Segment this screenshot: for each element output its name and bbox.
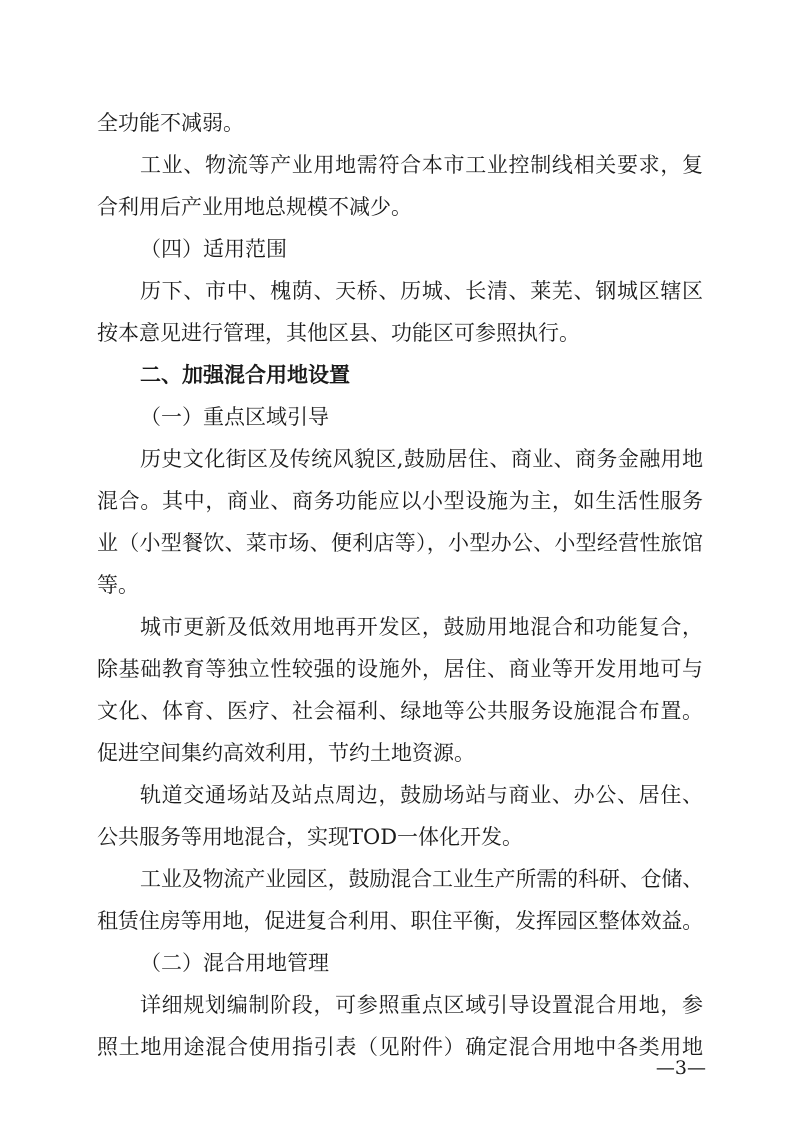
paragraph-renewal: 城市更新及低效用地再开发区，鼓励用地混合和功能复合， (140, 615, 703, 639)
paragraph-historic: 历史文化街区及传统风貌区,鼓励居住、商业、商务金融用地 (140, 447, 703, 471)
subheading-management: （二）混合用地管理 (140, 951, 329, 975)
text-line: 按本意见进行管理，其他区县、功能区可参照执行。 (97, 321, 580, 345)
text-line: 租赁住房等用地，促进复合利用、职住平衡，发挥园区整体效益。 (97, 909, 703, 933)
text-line: 合利用后产业用地总规模不减少。 (97, 195, 412, 219)
paragraph-planning: 详细规划编制阶段，可参照重点区域引导设置混合用地，参 (140, 993, 703, 1017)
text-line: 公共服务等用地混合，实现TOD一体化开发。 (97, 825, 524, 849)
subheading-scope: （四）适用范围 (140, 237, 287, 261)
text-line: 全功能不减弱。 (97, 111, 244, 135)
paragraph-industrial-park: 工业及物流产业园区，鼓励混合工业生产所需的科研、仓储、 (140, 867, 703, 891)
text-line: 业（小型餐饮、菜市场、便利店等），小型办公、小型经营性旅馆 (97, 531, 703, 555)
paragraph-transit: 轨道交通场站及站点周边，鼓励场站与商业、办公、居住、 (140, 783, 703, 807)
subheading-key-areas: （一）重点区域引导 (140, 405, 329, 429)
paragraph-industry: 工业、物流等产业用地需符合本市工业控制线相关要求，复 (140, 153, 703, 177)
text-line: 文化、体育、医疗、社会福利、绿地等公共服务设施混合布置。 (97, 699, 703, 723)
text-line: 照土地用途混合使用指引表（见附件）确定混合用地中各类用地 (97, 1035, 703, 1059)
text-line: 促进空间集约高效利用，节约土地资源。 (97, 741, 475, 765)
paragraph-scope: 历下、市中、槐荫、天桥、历城、长清、莱芜、钢城区辖区 (140, 279, 703, 303)
text-line: 等。 (97, 573, 139, 597)
section-heading: 二、加强混合用地设置 (140, 363, 350, 387)
text-line: 混合。其中，商业、商务功能应以小型设施为主，如生活性服务 (97, 489, 703, 513)
text-line: 除基础教育等独立性较强的设施外，居住、商业等开发用地可与 (97, 657, 703, 681)
page-number: —3— (655, 1057, 706, 1079)
